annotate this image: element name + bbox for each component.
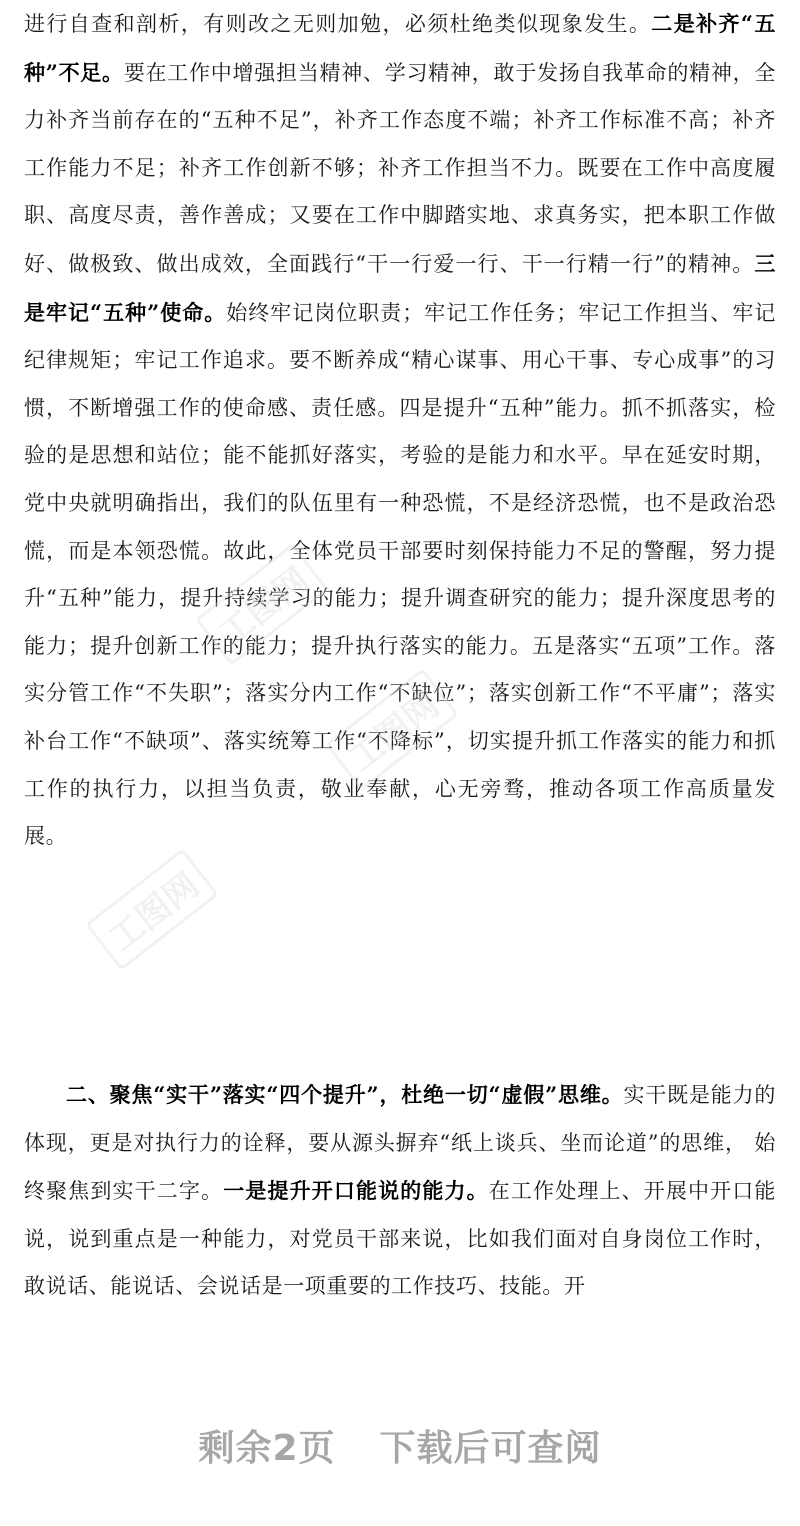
paragraph-section-two — [24, 1071, 776, 1311]
heading-speaking-ability: 一是提升开口能说的能力。 — [223, 1178, 489, 1204]
text-segment: 实干既是能力的体现，更是对执行力的诠释，要从源头摒弃“纸上谈兵、坐而论道”的思维， 始终聚焦到实干二字。 — [24, 1083, 776, 1204]
heading-remember-missions: 三是牢记“五种”使命。 — [24, 250, 776, 325]
remaining-pages-label: 剩余2页 — [198, 1428, 336, 1469]
paragraph-five-items — [24, 0, 776, 861]
download-to-view-label: 下载后可查阅 — [379, 1428, 602, 1469]
heading-fill-shortfalls: 二是补齐“五种”不足。 — [24, 11, 776, 85]
section-two-heading: 二、聚焦“实干”落实“四个提升”，杜绝一切“虚假”思维。 — [66, 1082, 624, 1107]
text-segment: 始终牢记岗位职责；牢记工作任务；牢记工作担当、牢记纪律规矩；牢记工作追求。要不断养成“精心谋事、用心干事、专心成事”的习惯，不断增强工作的使命感、责任感。四是提升“五种”能力。抓不抓落实，检验的是思想和站位；能不能抓好落实，考验的是能力和水平。早在延安时期，党中央就明确指出，我们的队伍里有一种恐慌，不是经济恐慌，也不是政治恐慌，而是本领恐慌。故此，全体党员干部要时刻保持能力不足的警醒，努力提升“五种”能力，提升持续学习的能力；提升调查研究的能力；提升深度思考的能力；提升创新工作的能力；提升执行落实的能力。五是落实“五项”工作。落实分管工作“不失职”；落实分内工作“不缺位”；落实创新工作“不平庸”；落实补台工作“不缺项”、落实统筹工作“不降标”，切实提升抓工作落实的能力和抓工作的执行力，以担当负责，敬业奉献，心无旁骛，推动各项工作高质量发展。 — [24, 300, 776, 849]
text-segment: 进行自查和剖析，有则改之无则加勉，必须杜绝类似现象发生。 — [24, 12, 652, 36]
text-segment: 在工作处理上、开展中开口能说，说到重点是一种能力，对党员干部来说，比如我们面对自身岗位工作时，敢说话、能说话、会说话是一项重要的工作技巧、技能。开 — [24, 1179, 776, 1299]
text-segment: 要在工作中增强担当精神、学习精神，敢于发扬自我革命的精神，全力补齐当前存在的“五种不足”，补齐工作态度不端；补齐工作标准不高；补齐工作能力不足；补齐工作创新不够；补齐工作担当不力。既要在工作中高度履职、高度尽责，善作善成；又要在工作中脚踏实地、求真务实，把本职工作做好、做极致、做出成效，全面践行“干一行爱一行、干一行精一行”的精神。 — [24, 60, 776, 276]
watermark-logo: 工图网 — [195, 543, 329, 666]
watermark-logo: 工图网 — [325, 668, 459, 791]
watermark-logo: 工图网 — [85, 848, 219, 971]
download-prompt[interactable] — [0, 1420, 800, 1471]
